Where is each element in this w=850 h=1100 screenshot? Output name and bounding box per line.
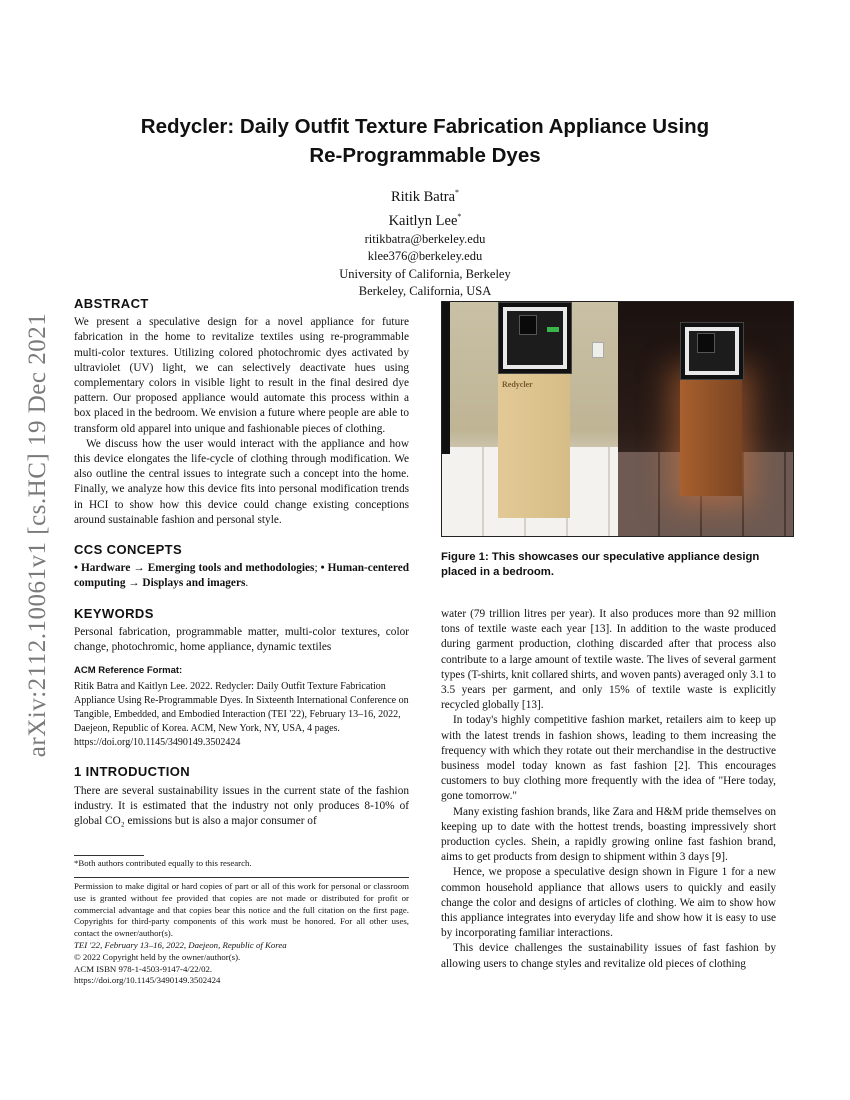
footnote: *Both authors contributed equally to this research. [74, 858, 252, 868]
appliance-screen [498, 302, 572, 374]
left-column [74, 296, 409, 829]
ccs-end: . [245, 577, 249, 590]
title-line-2: Re-Programmable Dyes [309, 144, 541, 167]
appliance-label: Redycler [502, 380, 533, 389]
acm-reference-text: Ritik Batra and Kaitlyn Lee. 2022. Redycler: Daily Outfit Texture Fabrication Appliance Using Re-Programmable Dyes. In Sixteenth International Conference on Tangible, Embedded, and Embodied Interaction (TEI '22), February 13–16, 2022, Daejeon, Republic of Korea. ACM, New York, NY, USA, 4 pages. https://doi.org/10.1145/3490149.3502424 [74, 681, 409, 749]
confirm-button-icon [547, 327, 559, 332]
right-paragraph-2: In today's highly competitive fashion market, retailers aim to keep up with the latest trends in fashion shows, leading to them increasing the frequency with which they rotate out their merchandise in the destructive business model today known as fast fashion [2]. This encourages customers to buy clothing more frequently with the idea of "Here today, gone tomorrow." [441, 714, 776, 803]
appliance-cabinet [498, 370, 570, 518]
isbn-line: ACM ISBN 978-1-4503-9147-4/22/02. [74, 963, 213, 974]
introduction-paragraph-1: There are several sustainability issues in the current state of the fashion industry. It is estimated that the industry not only produces 8-10% of global CO₂ emissions but is also a major consumer of [74, 784, 409, 828]
right-paragraph-3: Many existing fashion brands, like Zara and H&M pride themselves on keeping up to date with the hottest trends, boasting impressively short production cycles. Shein, a rapidly growing online fast fashion brand, aims to get products from design to shipment within 3 days [9]. [441, 805, 776, 864]
doi-line: https://doi.org/10.1145/3490149.3502424 [74, 975, 221, 986]
conference-line: TEI '22, February 13–16, 2022, Daejeon, Republic of Korea [74, 939, 287, 950]
right-column [441, 607, 776, 972]
paper-title [80, 112, 770, 170]
acm-reference-heading: ACM Reference Format: [74, 665, 183, 677]
affiliation-line-1: University of California, Berkeley [339, 266, 511, 281]
keywords-text: Personal fabrication, programmable matter, multi-color textures, color change, photochromic, home appliance, dynamic textiles [74, 625, 409, 654]
author-1 [200, 183, 650, 207]
ccs-heading: CCS CONCEPTS [74, 542, 183, 558]
email-2: klee376@berkeley.edu [367, 249, 483, 264]
ccs-concept-1: • Hardware → Emerging tools and methodologies [74, 562, 315, 575]
figure-1-caption: Figure 1: This showcases our speculative appliance design placed in a bedroom. [441, 551, 760, 579]
permission-text: Permission to make digital or hard copies of part or all of this work for personal or classroom use is granted without fee provided that copies are not made or distributed for profit or commercial advantage and that copies bear this notice and the full citation on the first page. Copyrights for third-party components of this work must be honored. For all other uses, contact the owner/author(s). [74, 881, 409, 939]
appliance-cabinet-glowing [680, 376, 742, 496]
abstract-paragraph-2: We discuss how the user would interact with the appliance and how this device elongates the life-cycle of clothing through modification. We also outline the central issues to integrate such a concept into the home. Finally, we analyze how this device fits into personal modification trends in HCI to show how this device could change existing conceptions around sustainable fashion and personal style. [74, 437, 409, 526]
tshirt-icon [519, 315, 537, 335]
abstract-heading: ABSTRACT [74, 296, 149, 311]
arxiv-stamp [10, 0, 66, 1100]
author-block [200, 183, 650, 301]
author-2-name: Kaitlyn Lee [388, 212, 458, 229]
permission-rule [74, 877, 409, 878]
right-paragraph-1: water (79 trillion litres per year). It also produces more than 92 million tons of textile waste each year [13]. In addition to the waste produced during garment production, clothing discarded after that process also contribute to a large amount of textile waste. The lives of several garment types (T-shirts, knit collared shirts, and woven pants) averaged only 3.1 to 3.5 years per garment, and only 15% of textile waste is explicitly recycled globally [13]. [441, 608, 776, 712]
arxiv-id: arXiv:2112.10061v1 [cs.HC] 19 Dec 2021 [24, 312, 51, 758]
right-paragraph-5: This device challenges the sustainability issues of fast fashion by allowing users to change styles and revitalize old pieces of clothing [441, 942, 776, 970]
wall-outlet [592, 342, 604, 358]
appliance-photo-dark [618, 302, 794, 536]
ccs-separator: ; [314, 562, 321, 575]
copyright-line: © 2022 Copyright held by the owner/author(s). [74, 951, 241, 962]
affiliation-line-2: Berkeley, California, USA [358, 284, 492, 299]
author-1-mark: * [455, 188, 460, 197]
right-paragraph-4: Hence, we propose a speculative design shown in Figure 1 for a new common household appliance that allows users to quickly and easily change the color and designs of articles of clothing. We aim to show how this appliance integrates into everyday life and show how it is easy to use by incorporating familiar interactions. [441, 866, 776, 940]
appliance-screen-dark [680, 322, 744, 380]
abstract-paragraph-1: We present a speculative design for a novel appliance for future fabrication in the home to revitalize textiles using re-programmable multi-color textures. Utilizing colored photochromic dyes activated by ultraviolet (UV) light, we can selectively deactivate hues using complementary colors in visible light to result in the final desired dye pattern. Our proposed appliance would automate this process within a box placed in the bedroom. We envision a future where people are able to transform old apparel into unique and fashionable pieces of clothing. [74, 316, 409, 435]
title-line-1: Redycler: Daily Outfit Texture Fabrication Appliance Using [140, 115, 710, 138]
footnote-rule [74, 855, 144, 856]
permission-block [74, 881, 409, 987]
ccs-concepts [74, 561, 409, 591]
author-2 [200, 207, 650, 231]
tshirt-icon [697, 333, 715, 353]
figure-1-photo [441, 301, 794, 537]
introduction-heading: 1 INTRODUCTION [74, 764, 191, 780]
author-2-mark: * [457, 211, 462, 221]
appliance-photo-lit [442, 302, 618, 536]
email-1: ritikbatra@berkeley.edu [364, 231, 486, 246]
author-1-name: Ritik Batra [390, 188, 456, 205]
keywords-heading: KEYWORDS [74, 605, 154, 621]
door-frame [442, 302, 450, 454]
ccs-concept-2: • Human-centered computing → Displays and imagers [74, 562, 409, 590]
